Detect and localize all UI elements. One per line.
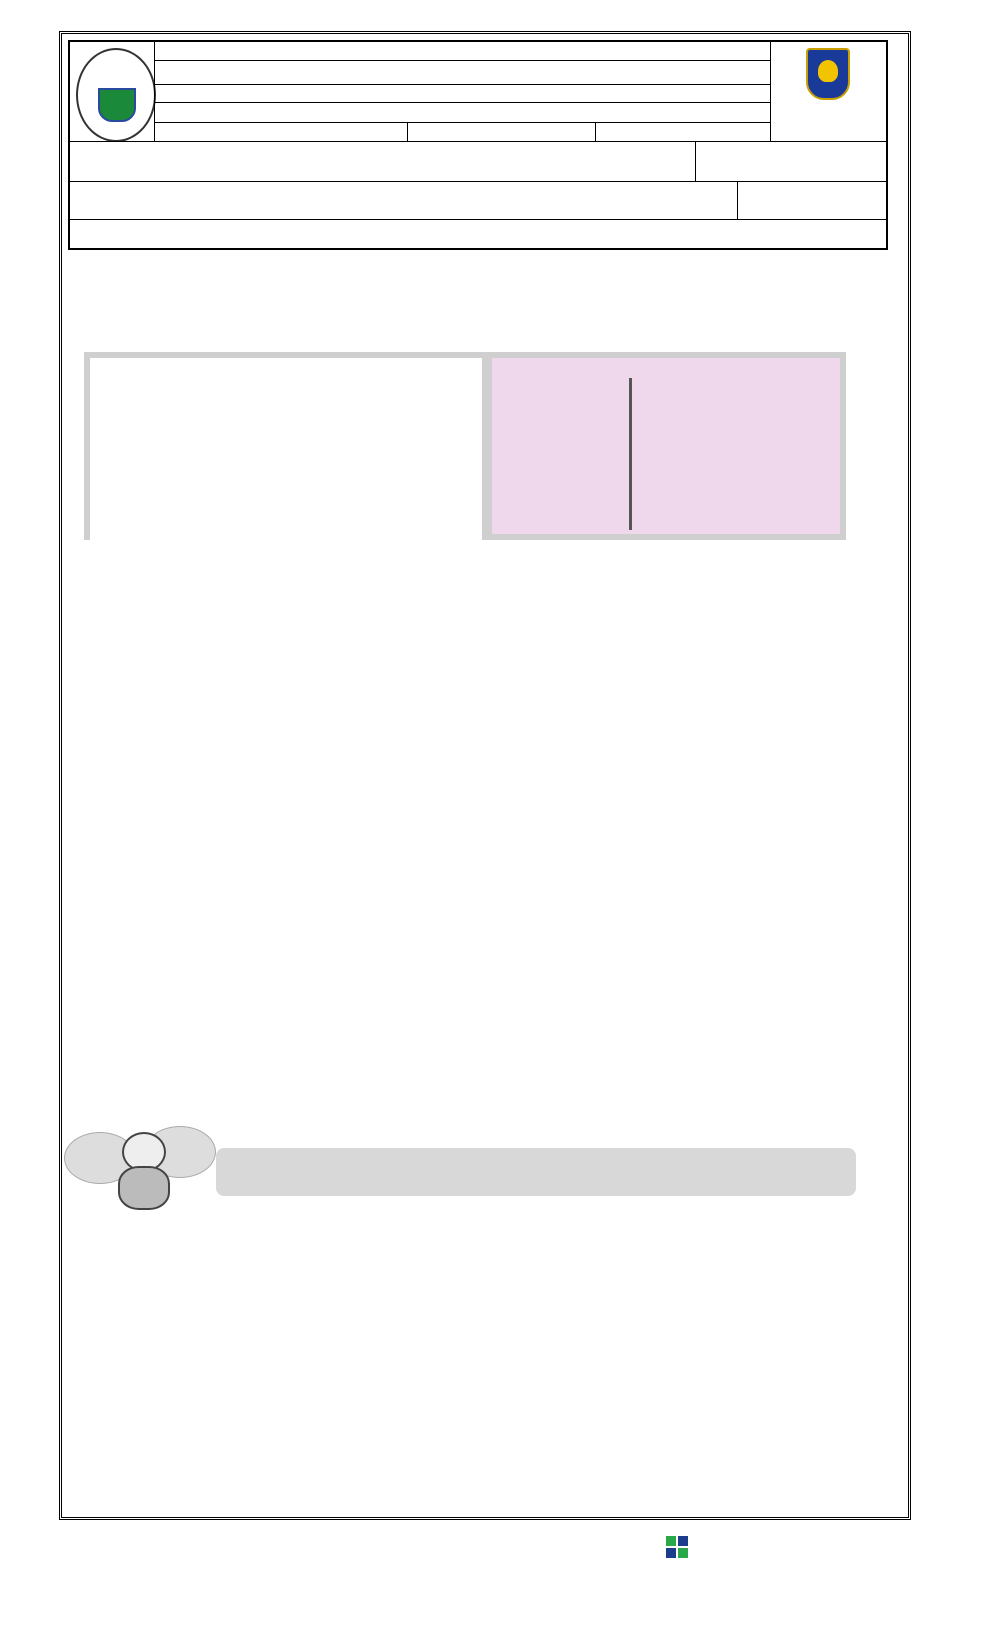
- match-instruction-box: [216, 1148, 856, 1196]
- bee-body-icon: [118, 1166, 170, 1210]
- shield-icon: [98, 88, 136, 122]
- grammar-chart: [84, 352, 846, 540]
- city-logo: [772, 44, 884, 140]
- bee-mascot: [64, 1122, 214, 1212]
- header-table: [68, 40, 888, 250]
- school-logo: [76, 48, 156, 142]
- page-frame: [59, 31, 911, 1520]
- coat-of-arms-icon: [806, 48, 850, 100]
- brand-grid-icon: [666, 1536, 688, 1558]
